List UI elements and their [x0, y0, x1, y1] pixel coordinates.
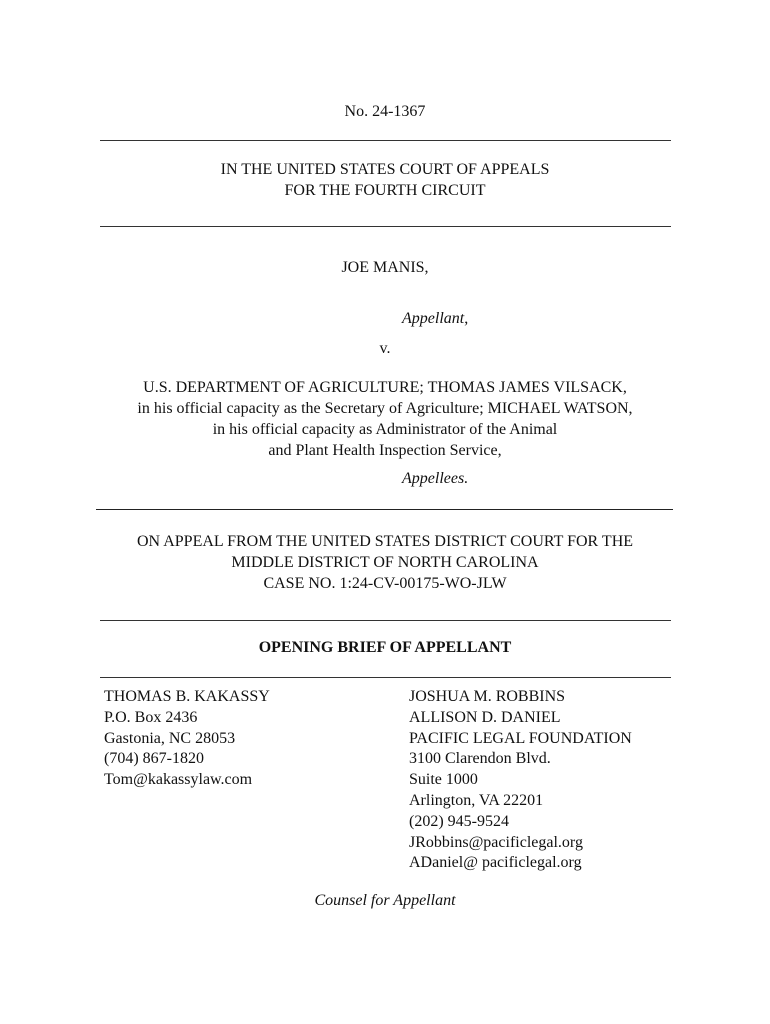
appeal-line-1: ON APPEAL FROM THE UNITED STATES DISTRICT COURT FOR THE: [136, 533, 634, 550]
counsel-for-appellant: Counsel for Appellant: [314, 892, 456, 909]
counsel-right-line: Suite 1000: [409, 771, 478, 789]
counsel-right-line: Arlington, VA 22201: [409, 791, 544, 809]
appeal-line-2: MIDDLE DISTRICT OF NORTH CAROLINA: [231, 554, 539, 571]
divider-rule: [100, 620, 671, 621]
counsel-right-block: [409, 687, 632, 874]
appellant-name: JOE MANIS,: [341, 259, 429, 276]
counsel-right-email: ADaniel@ pacificlegal.org: [409, 854, 582, 872]
appellant-role-punct: ,: [464, 310, 469, 327]
appellant-role: [402, 309, 468, 329]
appeal-case-number: CASE NO. 1:24-CV-00175-WO-JLW: [263, 575, 507, 592]
divider-rule-heavy: [96, 509, 673, 510]
counsel-right-line: JOSHUA M. ROBBINS: [409, 688, 566, 705]
counsel-right-line: PACIFIC LEGAL FOUNDATION: [409, 729, 632, 747]
divider-rule: [100, 677, 671, 678]
counsel-left-line: Gastonia, NC 28053: [104, 729, 236, 747]
counsel-left-email: Tom@kakassylaw.com: [104, 771, 253, 789]
appellant-role-label: Appellant: [402, 310, 465, 327]
court-name-line-1: IN THE UNITED STATES COURT OF APPEALS: [220, 161, 550, 178]
counsel-right-email: JRobbins@pacificlegal.org: [409, 833, 583, 851]
counsel-left-block: [104, 687, 270, 791]
docket-number: No. 24-1367: [344, 103, 426, 120]
court-name-line-2: FOR THE FOURTH CIRCUIT: [284, 182, 486, 199]
divider-rule: [100, 226, 671, 227]
appellee-line-3: in his official capacity as Administrator of the Animal: [212, 421, 558, 438]
appellees-role: Appellees.: [402, 470, 469, 487]
brief-title: OPENING BRIEF OF APPELLANT: [258, 639, 512, 656]
appellee-line-2: in his official capacity as the Secretary of Agriculture; MICHAEL WATSON,: [137, 400, 633, 417]
divider-rule: [100, 140, 671, 141]
appellee-line-4: and Plant Health Inspection Service,: [268, 442, 502, 459]
counsel-right-line: 3100 Clarendon Blvd.: [409, 750, 551, 768]
appellee-line-1: U.S. DEPARTMENT OF AGRICULTURE; THOMAS JAMES VILSACK,: [143, 379, 627, 396]
counsel-left-line: P.O. Box 2436: [104, 708, 198, 726]
counsel-left-line: THOMAS B. KAKASSY: [104, 688, 270, 705]
counsel-right-line: (202) 945-9524: [409, 812, 509, 830]
versus: v.: [379, 340, 391, 357]
counsel-right-line: ALLISON D. DANIEL: [409, 708, 561, 726]
counsel-left-line: (704) 867-1820: [104, 750, 204, 768]
